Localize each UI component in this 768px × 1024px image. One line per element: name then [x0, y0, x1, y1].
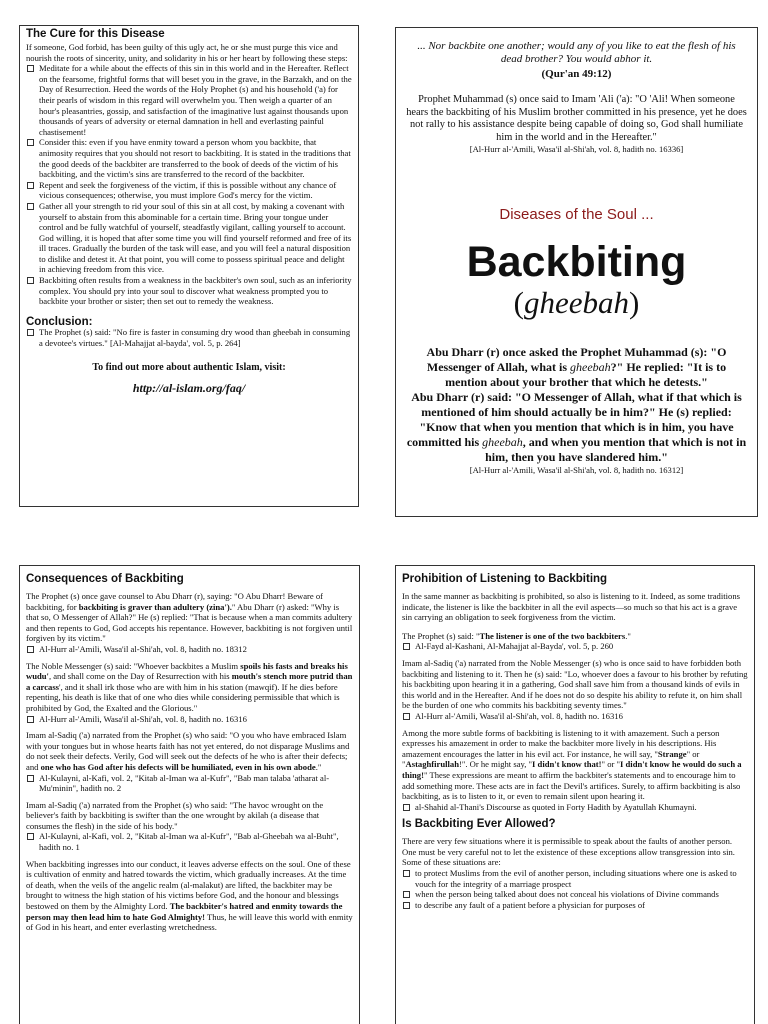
list-item: al-Shahid al-Thani's Discourse as quoted in Forty Hadith by Ayatullah Khumayni. — [402, 802, 748, 813]
list-item: Meditate for a while about the effects of this sin in this world and in the Hereafter. Reflect on the fearsome, frightful forms that will beset you in the grave, in the Barzakh, and on the Day of Resurrection. Heed the words of the Holy Prophet (s) and his household ('a) for their pearls of wisdom in this regard will overwhelm you. Then weigh a quarter of an hour's pleasantries, gossip, and satisfaction of the imaginative lust against thousands upon thousands of years of adversity or eternal damnation in hell and everlasting painful chastisement! — [26, 63, 352, 137]
find-out-text: To find out more about authentic Islam, visit: — [92, 361, 286, 373]
text-span: ', and it shall irk those who are with him in his station (mawqif). If he dies before repenting, his death is like that of one who dies while considering permissible that which is prohibited by God, the Exalted and the Glorious." — [26, 681, 340, 713]
hadith-ali: Prophet Muhammad (s) once said to Imam 'Ali ('a): "O 'Ali! When someone hears the backbiting of his Muslim brother committed in his presence, yet he does not rally to his assistance despite being capable of doing so, God shall humiliate him in the world and in the Hereafter." — [406, 94, 747, 143]
prohibition-heading: Prohibition of Listening to Backbiting — [402, 573, 608, 585]
bold-span: Strange — [657, 748, 687, 759]
bold-span: Astaghfirullah — [405, 759, 459, 770]
cure-heading: The Cure for this Disease — [26, 28, 165, 40]
text-span: " Abu Dharr (r) asked: "Why is that so, O Messenger of Allah?" He (s) replied: "That is because when a man commits adultery and then repents to God, God accepts his repentance. However, backbiting is not forgiven until forgiven by its victim." — [26, 601, 353, 644]
cure-intro: If someone, God forbid, has been guilty of this ugly act, he or she must purge this vice and nourish the roots of sincerity, unity, and solidarity in his or her heart by following these steps: — [26, 42, 348, 63]
list-item: Al-Fayd al-Kashani, Al-Mahajjat al-Bayda', vol. 5, p. 260 — [402, 641, 748, 652]
text-span: " or " — [402, 748, 700, 770]
cure-steps-list — [26, 63, 352, 307]
text-span: Imam al-Sadiq ('a) narrated from the Prophet (s) who said: "O you who have embraced Islam with your tongues but in whose hearts faith has not yet entered, do not disparage Muslims and do not seek their defects. Verily, God will seek out the defects of he who is after their defects; and — [26, 730, 350, 772]
prohibition-para-1: In the same manner as backbiting is prohibited, so also is listening to it. Indeed, as some traditions indicate, the listener is like the backbiter in all the evil aspects—so much so that his act is a grave sin carrying an obligation to seek forgiveness from the victim. — [402, 591, 740, 623]
text-span: , and shall come on the Day of Resurrection with his — [48, 671, 230, 682]
list-item — [26, 327, 352, 348]
list-item: Al-Kulayni, al-Kafi, vol. 2, "Kitab al-Iman wa al-Kufr", "Bab al-Gheebah wa al-Buht", hadith no. 1 — [26, 831, 353, 852]
text-span: ." — [315, 761, 322, 772]
website-link[interactable]: http://al-islam.org/faq/ — [132, 381, 246, 396]
consequences-panel — [19, 565, 360, 1024]
dharr-part-1: Abu Dharr (r) once asked the Prophet Muhammad (s): "O Messenger of Allah, what is — [426, 345, 727, 375]
page-title: Backbiting — [466, 238, 687, 287]
allowed-heading: Is Backbiting Ever Allowed? — [402, 818, 556, 831]
list-item: to protect Muslims from the evil of another person, including situations where one is asked to vouch for the integrity of a marriage prospect — [402, 868, 748, 889]
list-item: when the person being talked about does not conceal his violations of Divine commands — [402, 889, 748, 900]
consequences-para-3 — [26, 730, 353, 772]
list-item: to describe any fault of a patient before a physician for purposes of — [402, 900, 748, 911]
text-span: The Noble Messenger (s) said: "Whoever backbites a Muslim — [26, 660, 239, 671]
list-item: Al-Kulayni, al-Kafi, vol. 2, "Kitab al-Iman wa al-Kufr", "Bab man talaba 'atharat al-Mu'minin", hadith no. 2 — [26, 773, 353, 794]
bold-span: spoils his fasts and breaks his wudu' — [26, 660, 348, 682]
conclusion-text: The Prophet (s) said: "No fire is faster in consuming dry wood than gheebah in consuming a devotee's virtues." — [39, 327, 351, 349]
dharr-part-4: , and when you mention that which is not in him, then you have slandered him." — [485, 435, 747, 465]
prohibition-para-4 — [402, 728, 748, 802]
allowed-intro: There are very few situations where it is permissible to speak about the faults of another person. One must be very careful not to let the existence of these exceptions allow transgression into sin. Some of these situations are: — [402, 836, 735, 868]
list-item: Backbiting often results from a weakness in the backbiter's own soul, such as an inferiority complex. You should pry into your soul to discover what weakness prompted you to backbite your brother or sister; then set out to remedy the weakness. — [26, 275, 352, 307]
prohibition-para-3: Imam al-Sadiq ('a) narrated from the Noble Messenger (s) who is once said to have forbidden both backbiting and listening to it. Then he (s) said: "Lo, whoever does a favour to his brother by refuting his backbiting upon hearing it in a gathering, God shall save him from a thousand kinds of evils in this world and in the Hereafter. And if he does not do so despite his ability to refute it, on him shall be the burden of one who commits his backbiting seventy times." — [402, 657, 748, 711]
dharr-part-3: Abu Dharr (r) said: "O Messenger of Allah, what if that which is mentioned of him should actually be in him?" He (s) replied: "Know that when you mention that which is in him, you have committed his — [406, 390, 742, 450]
consequences-para-4: Imam al-Sadiq ('a) narrated from the Prophet (s) who said: "The havoc wrought on the believer's faith by backbiting is swifter than the one wrought by akilah (a disease that consumes the flesh) in the side of his body." — [26, 799, 324, 831]
list-item: Al-Hurr al-'Amili, Wasa'il al-Shi'ah, vol. 8, hadith no. 18312 — [26, 644, 353, 655]
quran-quote: ... Nor backbite one another; would any of you like to eat the flesh of his dead brother? You would abhor it. — [417, 40, 736, 65]
abu-dharr-hadith — [406, 345, 747, 465]
bold-span: The listener is one of the two backbiters — [479, 630, 626, 641]
dharr-part-2: ?" He replied: "It is to mention about your brother that which he detests." — [445, 360, 727, 390]
bold-span: one who has God after his defects will be humiliated, even in his own abode — [40, 761, 316, 772]
bold-span: I didn't know that! — [532, 759, 602, 770]
allowed-list — [402, 868, 748, 910]
conclusion-list — [26, 327, 352, 348]
list-item: Gather all your strength to rid your soul of this sin at all cost, by making a covenant with yourself to abstain from this abominable for a certain time. Bring your tongue under control and be fully watchful of yourself, steadfastly vigilant, calling yourself to account. God willing, it is hoped that after some time you will find yourself reformed and free of its ill traces. Gradually the burden of the task will ease, and you will feel a natural disposition to dislike and detest it. At that point, you will come to possess spiritual peace and delight in achieving freedom from this vice. — [26, 201, 352, 275]
text-span: ." — [625, 630, 631, 641]
series-title: Diseases of the Soul ... — [499, 206, 654, 224]
text-span: " or " — [601, 759, 621, 770]
text-span: Thus, he will leave this world with enmity of God in his heart, and enter everlasting wretchedness. — [26, 911, 353, 933]
bold-span: backbiting is graver than adultery (zina'). — [78, 601, 232, 612]
quran-ref: (Qur'an 49:12) — [541, 68, 612, 80]
consequences-para-1 — [26, 591, 353, 644]
consequences-para-5 — [26, 859, 353, 933]
cover-panel — [395, 27, 758, 517]
dharr-word-2: gheebah — [482, 435, 523, 450]
prohibition-panel — [395, 565, 755, 1024]
dharr-word-1: gheebah — [570, 360, 611, 375]
list-item: Consider this: even if you have enmity toward a person whom you backbite, that animosity requires that you should not resort to backbiting. It is stated in the traditions that the good deeds of the backbiter are transferred to the book of deeds of the victim of his backbiting, and the victim's sins are transferred to the record of the backbiter. — [26, 137, 352, 179]
text-span: !". Or he might say, " — [459, 759, 533, 770]
text-span: The Prophet (s) once gave counsel to Abu Dharr (r), saying: "O Abu Dharr! Beware of backbiting, for — [26, 591, 324, 612]
abu-dharr-ref: [Al-Hurr al-'Amili, Wasa'il al-Shi'ah, vol. 8, hadith no. 16312] — [469, 465, 684, 476]
text-span: When backbiting ingresses into our conduct, it leaves adverse effects on the soul. One of these is cultivation of enmity and hatred towards the victim, which gradually increases. At the time of death, when the veils of the angelic realm (al-malakut) are lifted, the backbiter may be brought to witness the high station of his victims before God, and the honour and blessings bestowed on them by the Almighty Lord. — [26, 858, 351, 912]
list-item: Al-Hurr al-'Amili, Wasa'il al-Shi'ah, vol. 8, hadith no. 16316 — [402, 711, 748, 722]
bold-span: mouth's stench more putrid than a carcass — [26, 671, 353, 692]
hadith-ali-ref: [Al-Hurr al-'Amili, Wasa'il al-Shi'ah, vol. 8, hadith no. 16336] — [469, 144, 684, 155]
list-item: Al-Hurr al-'Amili, Wasa'il al-Shi'ah, vol. 8, hadith no. 16316 — [26, 714, 353, 725]
subtitle-word: gheebah — [523, 285, 630, 321]
text-span: The Prophet (s) said: " — [402, 630, 480, 641]
conclusion-ref: [Al-Mahajjat al-bayda', vol. 5, p. 264] — [109, 338, 241, 349]
list-item: Repent and seek the forgiveness of the victim, if this is possible without any chance of vicious consequences; otherwise, you must implore God's mercy for the victim. — [26, 180, 352, 201]
text-span: " These expressions are meant to affirm the backbiter's statements and to encourage him to add something more. These acts are in fact the Devil's artifices. Surely, to affirm backbiting is also backbiting, as is to listen to it, or even to remain silent upon hearing it. — [402, 769, 741, 802]
consequences-para-2 — [26, 661, 353, 714]
consequences-heading: Consequences of Backbiting — [26, 573, 184, 585]
cure-panel — [19, 25, 359, 507]
bold-span: I didn't know he would do such a thing! — [402, 759, 742, 780]
prohibition-para-2 — [402, 631, 748, 642]
conclusion-heading: Conclusion: — [26, 315, 93, 328]
text-span: Among the more subtle forms of backbiting is listening to it with amazement. Such a person expresses his amazement in order to make the backbiter more lively in his descriptions. His amazement encourages the latter in his evil act. For instance, he will say, " — [402, 727, 720, 759]
bold-span: The backbiter's hatred and enmity towards the person may then lead him to hate God Almighty! — [26, 901, 343, 922]
page-subtitle: (gheebah) — [513, 285, 640, 321]
